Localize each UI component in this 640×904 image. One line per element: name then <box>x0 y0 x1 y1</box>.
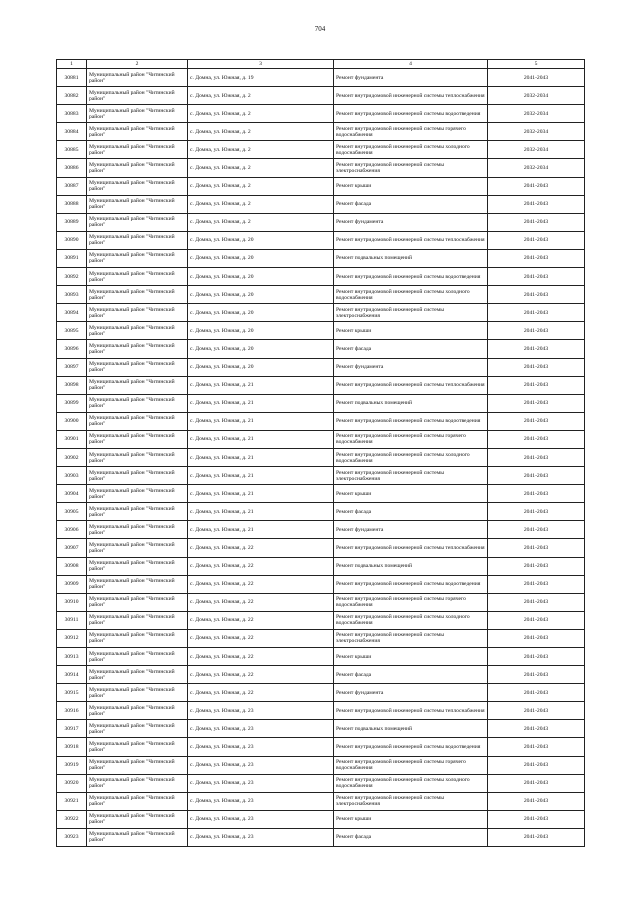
row-number: 30898 <box>57 376 87 394</box>
district-cell: Муниципальный район "Читинский район" <box>87 611 188 629</box>
address-cell: с. Домна, ул. Южная, д. 22 <box>188 684 334 702</box>
work-type-cell: Ремонт фундамента <box>334 69 488 87</box>
address-cell: с. Домна, ул. Южная, д. 2 <box>188 159 334 177</box>
district-cell: Муниципальный район "Читинский район" <box>87 304 188 322</box>
address-cell: с. Домна, ул. Южная, д. 22 <box>188 648 334 666</box>
period-cell: 2041-2043 <box>488 322 585 340</box>
table-row <box>57 648 585 666</box>
address-cell: с. Домна, ул. Южная, д. 2 <box>188 105 334 123</box>
page-number: 704 <box>314 25 326 33</box>
period-cell: 2041-2043 <box>488 611 585 629</box>
district-cell: Муниципальный район "Читинский район" <box>87 467 188 485</box>
period-cell: 2041-2043 <box>488 828 585 846</box>
address-cell: с. Домна, ул. Южная, д. 20 <box>188 249 334 267</box>
row-number: 30889 <box>57 213 87 231</box>
row-number: 30907 <box>57 539 87 557</box>
table-row <box>57 213 585 231</box>
address-cell: с. Домна, ул. Южная, д. 23 <box>188 720 334 738</box>
row-number: 30901 <box>57 430 87 448</box>
work-type-cell: Ремонт внутридомовой инженерной системы теплоснабжения <box>334 702 488 720</box>
work-type-cell: Ремонт внутридомовой инженерной системы водоотведения <box>334 268 488 286</box>
work-type-cell: Ремонт внутридомовой инженерной системы холодного водоснабжения <box>334 286 488 304</box>
address-cell: с. Домна, ул. Южная, д. 23 <box>188 702 334 720</box>
address-cell: с. Домна, ул. Южная, д. 2 <box>188 177 334 195</box>
district-cell: Муниципальный район "Читинский район" <box>87 249 188 267</box>
table-row <box>57 376 585 394</box>
work-type-cell: Ремонт подвальных помещений <box>334 720 488 738</box>
table-row <box>57 340 585 358</box>
address-cell: с. Домна, ул. Южная, д. 21 <box>188 521 334 539</box>
table-header-row <box>57 60 585 69</box>
row-number: 30916 <box>57 702 87 720</box>
table-row <box>57 358 585 376</box>
table-row <box>57 557 585 575</box>
district-cell: Муниципальный район "Читинский район" <box>87 286 188 304</box>
column-header-2: 2 <box>87 60 188 69</box>
address-cell: с. Домна, ул. Южная, д. 20 <box>188 231 334 249</box>
work-type-cell: Ремонт внутридомовой инженерной системы горячего водоснабжения <box>334 756 488 774</box>
period-cell: 2041-2043 <box>488 286 585 304</box>
row-number: 30893 <box>57 286 87 304</box>
row-number: 30894 <box>57 304 87 322</box>
address-cell: с. Домна, ул. Южная, д. 22 <box>188 666 334 684</box>
address-cell: с. Домна, ул. Южная, д. 23 <box>188 828 334 846</box>
row-number: 30902 <box>57 448 87 466</box>
table-row <box>57 828 585 846</box>
period-cell: 2041-2043 <box>488 503 585 521</box>
period-cell: 2041-2043 <box>488 231 585 249</box>
row-number: 30914 <box>57 666 87 684</box>
period-cell: 2041-2043 <box>488 69 585 87</box>
district-cell: Муниципальный район "Читинский район" <box>87 268 188 286</box>
period-cell: 2041-2043 <box>488 539 585 557</box>
address-cell: с. Домна, ул. Южная, д. 21 <box>188 430 334 448</box>
row-number: 30915 <box>57 684 87 702</box>
work-type-cell: Ремонт внутридомовой инженерной системы горячего водоснабжения <box>334 430 488 448</box>
district-cell: Муниципальный район "Читинский район" <box>87 87 188 105</box>
district-cell: Муниципальный район "Читинский район" <box>87 358 188 376</box>
row-number: 30918 <box>57 738 87 756</box>
period-cell: 2041-2043 <box>488 268 585 286</box>
period-cell: 2041-2043 <box>488 304 585 322</box>
district-cell: Муниципальный район "Читинский район" <box>87 394 188 412</box>
table-row <box>57 792 585 810</box>
district-cell: Муниципальный район "Читинский район" <box>87 756 188 774</box>
address-cell: с. Домна, ул. Южная, д. 21 <box>188 467 334 485</box>
table-row <box>57 629 585 647</box>
row-number: 30912 <box>57 629 87 647</box>
work-type-cell: Ремонт фасада <box>334 503 488 521</box>
work-type-cell: Ремонт фасада <box>334 666 488 684</box>
row-number: 30921 <box>57 792 87 810</box>
table-row <box>57 159 585 177</box>
row-number: 30896 <box>57 340 87 358</box>
row-number: 30881 <box>57 69 87 87</box>
period-cell: 2041-2043 <box>488 557 585 575</box>
table-row <box>57 611 585 629</box>
column-header-5: 5 <box>488 60 585 69</box>
work-type-cell: Ремонт крыши <box>334 648 488 666</box>
address-cell: с. Домна, ул. Южная, д. 22 <box>188 593 334 611</box>
district-cell: Муниципальный район "Читинский район" <box>87 177 188 195</box>
table-row <box>57 521 585 539</box>
work-type-cell: Ремонт фундамента <box>334 213 488 231</box>
work-type-cell: Ремонт подвальных помещений <box>334 394 488 412</box>
district-cell: Муниципальный район "Читинский район" <box>87 322 188 340</box>
table-row <box>57 195 585 213</box>
work-type-cell: Ремонт фасада <box>334 340 488 358</box>
district-cell: Муниципальный район "Читинский район" <box>87 828 188 846</box>
district-cell: Муниципальный район "Читинский район" <box>87 123 188 141</box>
table-row <box>57 702 585 720</box>
table-row <box>57 249 585 267</box>
table-row <box>57 87 585 105</box>
work-type-cell: Ремонт фасада <box>334 195 488 213</box>
period-cell: 2041-2043 <box>488 394 585 412</box>
column-header-1: 1 <box>57 60 87 69</box>
district-cell: Муниципальный район "Читинский район" <box>87 666 188 684</box>
district-cell: Муниципальный район "Читинский район" <box>87 684 188 702</box>
address-cell: с. Домна, ул. Южная, д. 20 <box>188 358 334 376</box>
period-cell: 2032-2034 <box>488 159 585 177</box>
row-number: 30891 <box>57 249 87 267</box>
period-cell: 2041-2043 <box>488 376 585 394</box>
work-type-cell: Ремонт внутридомовой инженерной системы холодного водоснабжения <box>334 774 488 792</box>
table-row <box>57 231 585 249</box>
address-cell: с. Домна, ул. Южная, д. 2 <box>188 123 334 141</box>
address-cell: с. Домна, ул. Южная, д. 23 <box>188 774 334 792</box>
period-cell: 2041-2043 <box>488 467 585 485</box>
table-row <box>57 666 585 684</box>
table-row <box>57 575 585 593</box>
column-header-4: 4 <box>334 60 488 69</box>
table-row <box>57 774 585 792</box>
address-cell: с. Домна, ул. Южная, д. 2 <box>188 87 334 105</box>
district-cell: Муниципальный район "Читинский район" <box>87 720 188 738</box>
period-cell: 2041-2043 <box>488 358 585 376</box>
district-cell: Муниципальный район "Читинский район" <box>87 521 188 539</box>
period-cell: 2032-2034 <box>488 105 585 123</box>
column-header-3: 3 <box>188 60 334 69</box>
period-cell: 2032-2034 <box>488 123 585 141</box>
work-type-cell: Ремонт фундамента <box>334 358 488 376</box>
row-number: 30911 <box>57 611 87 629</box>
address-cell: с. Домна, ул. Южная, д. 22 <box>188 629 334 647</box>
district-cell: Муниципальный район "Читинский район" <box>87 702 188 720</box>
period-cell: 2041-2043 <box>488 629 585 647</box>
district-cell: Муниципальный район "Читинский район" <box>87 557 188 575</box>
row-number: 30882 <box>57 87 87 105</box>
period-cell: 2041-2043 <box>488 485 585 503</box>
repair-schedule-table <box>56 59 585 847</box>
work-type-cell: Ремонт внутридомовой инженерной системы теплоснабжения <box>334 87 488 105</box>
period-cell: 2041-2043 <box>488 340 585 358</box>
district-cell: Муниципальный район "Читинский район" <box>87 340 188 358</box>
address-cell: с. Домна, ул. Южная, д. 19 <box>188 69 334 87</box>
district-cell: Муниципальный район "Читинский район" <box>87 792 188 810</box>
row-number: 30897 <box>57 358 87 376</box>
row-number: 30906 <box>57 521 87 539</box>
row-number: 30895 <box>57 322 87 340</box>
row-number: 30905 <box>57 503 87 521</box>
address-cell: с. Домна, ул. Южная, д. 23 <box>188 738 334 756</box>
district-cell: Муниципальный район "Читинский район" <box>87 774 188 792</box>
row-number: 30920 <box>57 774 87 792</box>
period-cell: 2041-2043 <box>488 575 585 593</box>
work-type-cell: Ремонт внутридомовой инженерной системы теплоснабжения <box>334 231 488 249</box>
work-type-cell: Ремонт внутридомовой инженерной системы электроснабжения <box>334 304 488 322</box>
period-cell: 2032-2034 <box>488 141 585 159</box>
table-row <box>57 467 585 485</box>
address-cell: с. Домна, ул. Южная, д. 21 <box>188 503 334 521</box>
period-cell: 2032-2034 <box>488 87 585 105</box>
work-type-cell: Ремонт подвальных помещений <box>334 557 488 575</box>
work-type-cell: Ремонт крыши <box>334 322 488 340</box>
table-row <box>57 105 585 123</box>
district-cell: Муниципальный район "Читинский район" <box>87 629 188 647</box>
row-number: 30923 <box>57 828 87 846</box>
address-cell: с. Домна, ул. Южная, д. 21 <box>188 376 334 394</box>
table-row <box>57 539 585 557</box>
period-cell: 2041-2043 <box>488 249 585 267</box>
row-number: 30888 <box>57 195 87 213</box>
district-cell: Муниципальный район "Читинский район" <box>87 448 188 466</box>
table-row <box>57 720 585 738</box>
table-row <box>57 448 585 466</box>
address-cell: с. Домна, ул. Южная, д. 2 <box>188 141 334 159</box>
period-cell: 2041-2043 <box>488 593 585 611</box>
row-number: 30917 <box>57 720 87 738</box>
address-cell: с. Домна, ул. Южная, д. 20 <box>188 340 334 358</box>
address-cell: с. Домна, ул. Южная, д. 20 <box>188 304 334 322</box>
period-cell: 2041-2043 <box>488 684 585 702</box>
table-row <box>57 394 585 412</box>
table-row <box>57 322 585 340</box>
table-row <box>57 304 585 322</box>
period-cell: 2041-2043 <box>488 195 585 213</box>
row-number: 30903 <box>57 467 87 485</box>
row-number: 30887 <box>57 177 87 195</box>
work-type-cell: Ремонт внутридомовой инженерной системы электроснабжения <box>334 467 488 485</box>
district-cell: Муниципальный район "Читинский район" <box>87 810 188 828</box>
address-cell: с. Домна, ул. Южная, д. 2 <box>188 195 334 213</box>
work-type-cell: Ремонт внутридомовой инженерной системы электроснабжения <box>334 629 488 647</box>
work-type-cell: Ремонт внутридомовой инженерной системы холодного водоснабжения <box>334 611 488 629</box>
table-row <box>57 503 585 521</box>
district-cell: Муниципальный район "Читинский район" <box>87 738 188 756</box>
period-cell: 2041-2043 <box>488 430 585 448</box>
row-number: 30883 <box>57 105 87 123</box>
work-type-cell: Ремонт крыши <box>334 810 488 828</box>
district-cell: Муниципальный район "Читинский район" <box>87 575 188 593</box>
table-row <box>57 593 585 611</box>
district-cell: Муниципальный район "Читинский район" <box>87 141 188 159</box>
row-number: 30919 <box>57 756 87 774</box>
address-cell: с. Домна, ул. Южная, д. 2 <box>188 213 334 231</box>
work-type-cell: Ремонт внутридомовой инженерной системы теплоснабжения <box>334 539 488 557</box>
work-type-cell: Ремонт внутридомовой инженерной системы горячего водоснабжения <box>334 593 488 611</box>
period-cell: 2041-2043 <box>488 648 585 666</box>
table-body <box>57 69 585 847</box>
district-cell: Муниципальный район "Читинский район" <box>87 69 188 87</box>
address-cell: с. Домна, ул. Южная, д. 23 <box>188 810 334 828</box>
row-number: 30892 <box>57 268 87 286</box>
table-row <box>57 177 585 195</box>
address-cell: с. Домна, ул. Южная, д. 21 <box>188 448 334 466</box>
period-cell: 2041-2043 <box>488 412 585 430</box>
work-type-cell: Ремонт крыши <box>334 177 488 195</box>
table-row <box>57 69 585 87</box>
period-cell: 2041-2043 <box>488 738 585 756</box>
work-type-cell: Ремонт внутридомовой инженерной системы теплоснабжения <box>334 376 488 394</box>
row-number: 30910 <box>57 593 87 611</box>
district-cell: Муниципальный район "Читинский район" <box>87 503 188 521</box>
period-cell: 2041-2043 <box>488 666 585 684</box>
district-cell: Муниципальный район "Читинский район" <box>87 412 188 430</box>
period-cell: 2041-2043 <box>488 702 585 720</box>
row-number: 30885 <box>57 141 87 159</box>
address-cell: с. Домна, ул. Южная, д. 23 <box>188 792 334 810</box>
table-row <box>57 430 585 448</box>
row-number: 30890 <box>57 231 87 249</box>
table-row <box>57 485 585 503</box>
period-cell: 2041-2043 <box>488 521 585 539</box>
address-cell: с. Домна, ул. Южная, д. 21 <box>188 412 334 430</box>
row-number: 30886 <box>57 159 87 177</box>
work-type-cell: Ремонт подвальных помещений <box>334 249 488 267</box>
work-type-cell: Ремонт внутридомовой инженерной системы электроснабжения <box>334 159 488 177</box>
period-cell: 2041-2043 <box>488 774 585 792</box>
address-cell: с. Домна, ул. Южная, д. 22 <box>188 575 334 593</box>
work-type-cell: Ремонт внутридомовой инженерной системы электроснабжения <box>334 792 488 810</box>
period-cell: 2041-2043 <box>488 448 585 466</box>
district-cell: Муниципальный район "Читинский район" <box>87 231 188 249</box>
district-cell: Муниципальный район "Читинский район" <box>87 430 188 448</box>
row-number: 30908 <box>57 557 87 575</box>
table-row <box>57 286 585 304</box>
address-cell: с. Домна, ул. Южная, д. 21 <box>188 485 334 503</box>
work-type-cell: Ремонт внутридомовой инженерной системы водоотведения <box>334 105 488 123</box>
address-cell: с. Домна, ул. Южная, д. 23 <box>188 756 334 774</box>
period-cell: 2041-2043 <box>488 756 585 774</box>
district-cell: Муниципальный район "Читинский район" <box>87 213 188 231</box>
work-type-cell: Ремонт внутридомовой инженерной системы холодного водоснабжения <box>334 141 488 159</box>
period-cell: 2041-2043 <box>488 720 585 738</box>
work-type-cell: Ремонт крыши <box>334 485 488 503</box>
row-number: 30884 <box>57 123 87 141</box>
work-type-cell: Ремонт фундамента <box>334 684 488 702</box>
district-cell: Муниципальный район "Читинский район" <box>87 159 188 177</box>
work-type-cell: Ремонт внутридомовой инженерной системы горячего водоснабжения <box>334 123 488 141</box>
address-cell: с. Домна, ул. Южная, д. 22 <box>188 611 334 629</box>
table-row <box>57 684 585 702</box>
work-type-cell: Ремонт внутридомовой инженерной системы водоотведения <box>334 575 488 593</box>
work-type-cell: Ремонт фундамента <box>334 521 488 539</box>
row-number: 30909 <box>57 575 87 593</box>
address-cell: с. Домна, ул. Южная, д. 21 <box>188 394 334 412</box>
table-row <box>57 268 585 286</box>
period-cell: 2041-2043 <box>488 177 585 195</box>
district-cell: Муниципальный район "Читинский район" <box>87 539 188 557</box>
address-cell: с. Домна, ул. Южная, д. 20 <box>188 322 334 340</box>
row-number: 30900 <box>57 412 87 430</box>
table-row <box>57 756 585 774</box>
row-number: 30899 <box>57 394 87 412</box>
district-cell: Муниципальный район "Читинский район" <box>87 648 188 666</box>
period-cell: 2041-2043 <box>488 792 585 810</box>
district-cell: Муниципальный район "Читинский район" <box>87 376 188 394</box>
table-row <box>57 141 585 159</box>
period-cell: 2041-2043 <box>488 810 585 828</box>
district-cell: Муниципальный район "Читинский район" <box>87 105 188 123</box>
address-cell: с. Домна, ул. Южная, д. 22 <box>188 557 334 575</box>
district-cell: Муниципальный район "Читинский район" <box>87 195 188 213</box>
row-number: 30922 <box>57 810 87 828</box>
district-cell: Муниципальный район "Читинский район" <box>87 593 188 611</box>
address-cell: с. Домна, ул. Южная, д. 22 <box>188 539 334 557</box>
period-cell: 2041-2043 <box>488 213 585 231</box>
row-number: 30904 <box>57 485 87 503</box>
work-type-cell: Ремонт внутридомовой инженерной системы водоотведения <box>334 738 488 756</box>
row-number: 30913 <box>57 648 87 666</box>
address-cell: с. Домна, ул. Южная, д. 20 <box>188 268 334 286</box>
table-row <box>57 810 585 828</box>
district-cell: Муниципальный район "Читинский район" <box>87 485 188 503</box>
work-type-cell: Ремонт внутридомовой инженерной системы холодного водоснабжения <box>334 448 488 466</box>
table-row <box>57 412 585 430</box>
work-type-cell: Ремонт фасада <box>334 828 488 846</box>
table-row <box>57 738 585 756</box>
table-row <box>57 123 585 141</box>
work-type-cell: Ремонт внутридомовой инженерной системы водоотведения <box>334 412 488 430</box>
address-cell: с. Домна, ул. Южная, д. 20 <box>188 286 334 304</box>
